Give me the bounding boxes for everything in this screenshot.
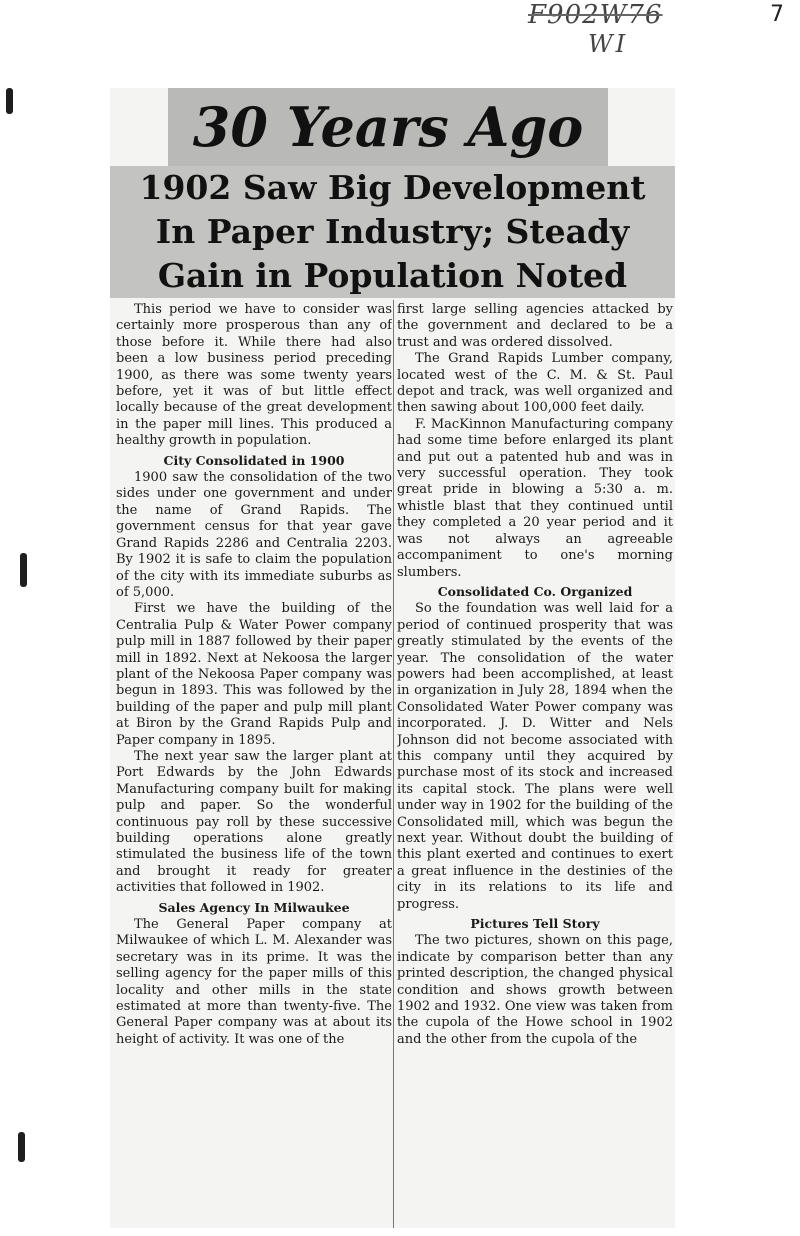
headline-line-1: 1902 Saw Big Development <box>139 168 646 207</box>
subhead-consolidated-co: Consolidated Co. Organized <box>437 583 633 599</box>
headline-line-3: Gain in Population Noted <box>157 256 628 295</box>
kicker-title: 30 Years Ago <box>168 88 608 166</box>
column-divider <box>393 300 394 1228</box>
left-intro-paragraph: This period we have to consider was certainly more prosperous than any of those before it. While there had also been a low business period preceding 1900, as there was some twenty years before, yet it was of but little effect locally because of the great development in the paper mill lines. This produced a healthy growth in population. <box>116 302 392 449</box>
right-paragraph-5: The two pictures, shown on this page, indicate by comparison better than any printed description, the changed physical condition and shows growth between 1902 and 1932. One view was taken from the cupola of the Howe school in 1902 and the other from the cupola of the <box>397 933 673 1047</box>
left-paragraph-4: The General Paper company at Milwaukee of which L. M. Alexander was secretary was in its prime. It was the selling agency for the paper mills of this locality and other mills in the state estimated at more than twenty-five. The General Paper company was at about its height of activity. It was one of the <box>116 917 392 1047</box>
right-column <box>397 302 673 1224</box>
left-paragraph-2: First we have the building of the Centralia Pulp & Water Power company pulp mill in 1887 followed by their paper mill in 1892. Next at Nekoosa the larger plant of the Nekoosa Paper company was begun in 1893. This was followed by the building of the paper and pulp mill plant at Biron by the Grand Rapids Pulp and Paper company in 1895. <box>116 601 392 748</box>
catalog-code-annotation: F902W76 <box>528 0 663 30</box>
headline-line-2: In Paper Industry; Steady <box>155 212 630 251</box>
binder-hole-mark-middle <box>20 553 27 587</box>
page-number: 7 <box>770 2 784 27</box>
subhead-sales-agency: Sales Agency In Milwaukee <box>158 899 350 915</box>
left-column <box>116 302 392 1224</box>
right-paragraph-2: The Grand Rapids Lumber company, located west of the C. M. & St. Paul depot and track, was well organized and then sawing about 100,000 feet daily. <box>397 351 673 416</box>
headline <box>110 166 675 298</box>
binder-hole-mark-bottom <box>18 1132 25 1162</box>
right-paragraph-4: So the foundation was well laid for a period of continued prosperity that was greatly stimulated by the events of the year. The consolidation of the water powers had been accomplished, at least in organization in July 28, 1894 when the Consolidated Water Power company was incorporated. J. D. Witter and Nels Johnson did not become associated with this company until they acquired by purchase most of its stock and increased its capital stock. The plans were well under way in 1902 for the building of the Consolidated mill, which was begun the next year. Without doubt the building of this plant exerted and continues to exert a great influence in the destinies of the city in its relations to its life and progress. <box>397 601 673 912</box>
binder-hole-mark-top <box>6 88 13 114</box>
right-paragraph-3: F. MacKinnon Manufacturing company had some time before enlarged its plant and put out a patented hub and was in very successful operation. They took great pride in blowing a 5:30 a. m. whistle blast that they continued until they completed a 20 year period and it was not always an agreeable accompaniment to one's morning slumbers. <box>397 416 673 580</box>
right-paragraph-1: first large selling agencies attacked by the government and declared to be a trust and was ordered dissolved. <box>397 302 673 350</box>
newspaper-clipping <box>110 88 675 1228</box>
left-paragraph-3: The next year saw the larger plant at Port Edwards by the John Edwards Manufacturing company built for making pulp and paper. So the wonderful continuous pay roll by these successive building operations alone greatly stimulated the business life of the town and brought it ready for greater activities that followed in 1902. <box>116 748 392 896</box>
subhead-pictures: Pictures Tell Story <box>470 916 600 932</box>
left-paragraph-1: 1900 saw the consolidation of the two sides under one government and under the name of Grand Rapids. The government census for that year gave Grand Rapids 2286 and Centralia 2203. By 1902 it is safe to claim the population of the city with its immediate suburbs as of 5,000. <box>116 470 392 600</box>
subhead-city-consolidated: City Consolidated in 1900 <box>163 452 345 468</box>
catalog-sub-annotation: WI <box>588 30 629 58</box>
